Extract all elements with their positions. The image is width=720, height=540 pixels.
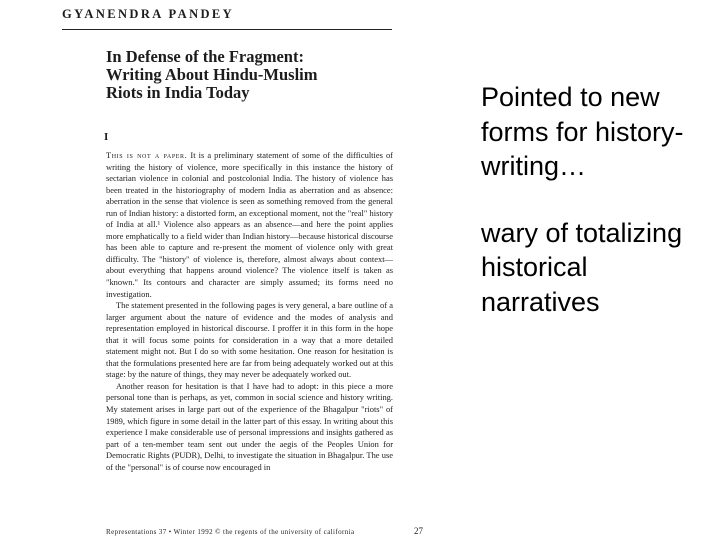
section-numeral: I [104, 131, 109, 143]
lead-in-phrase: This is not a paper. [106, 150, 188, 160]
body-paragraph [106, 150, 393, 300]
article-body [106, 150, 393, 473]
paragraph-text: It is a preliminary statement of some of the difficulties of writing the history of violence, more specifically in this instance the history of sectarian violence in colonial and postcolonial India. The history of violence has been treated in the historiography of modern India as aberration and as absence: aberration in the sense that violence is seen as something removed from the general run of Indian history: a distorted form, an exceptional moment, not the "real" history of India at all.¹ Violence also appears as an absence—and here the point applies more emphatically to a field wider than Indian history—because historical discourse has been able to capture and re-present the moment of violence only with great difficulty. The "history" of violence is, therefore, almost always about context—about everything that happens around violence? The violence itself is taken as "known." Its contours and character are simply assumed; its forms need no investigation. [106, 150, 393, 299]
header-rule [62, 29, 392, 30]
page-number: 27 [414, 526, 423, 536]
title-line: Writing About Hindu-Muslim [106, 65, 318, 84]
title-line: In Defense of the Fragment: [106, 47, 304, 66]
article-title [106, 48, 406, 102]
note-text: Pointed to new forms for history-writing… [481, 82, 684, 181]
author-name: GYANENDRA PANDEY [62, 7, 235, 21]
slide-notes [481, 80, 711, 319]
journal-footer: Representations 37 • Winter 1992 © the regents of the university of california [106, 528, 355, 536]
body-paragraph: Another reason for hesitation is that I have had to adopt: in this piece a more personal tone than is perhaps, as yet, common in social science and history writing. My statement arises in large part out of the experience of the Bhagalpur "riots" of 1989, which figure in some detail in the latter part of this essay. In writing about this experience I make considerable use of personal impressions and insights gathered as part of a ten-member team sent out under the aegis of the Peoples Union for Democratic Rights (PUDR), Delhi, to investigate the situation in Bhagalpur. The use of the "personal" is of course now encouraged in [106, 380, 393, 472]
title-line: Riots in India Today [106, 83, 250, 102]
note-text: wary of totalizing historical narratives [481, 217, 683, 317]
body-paragraph: The statement presented in the following pages is very general, a bare outline of a larger argument about the nature of evidence and the modes of analysis and representation employed in historical discourse. I proffer it in this form in the hope that it will focus some points for consideration in a way that a more detailed statement might not. But I do so with some hesitation. One reason for hesitation is that the formulations presented here are far from being adequately worked out at this stage: by the nature of things, they may never be adequately worked out. [106, 300, 393, 380]
